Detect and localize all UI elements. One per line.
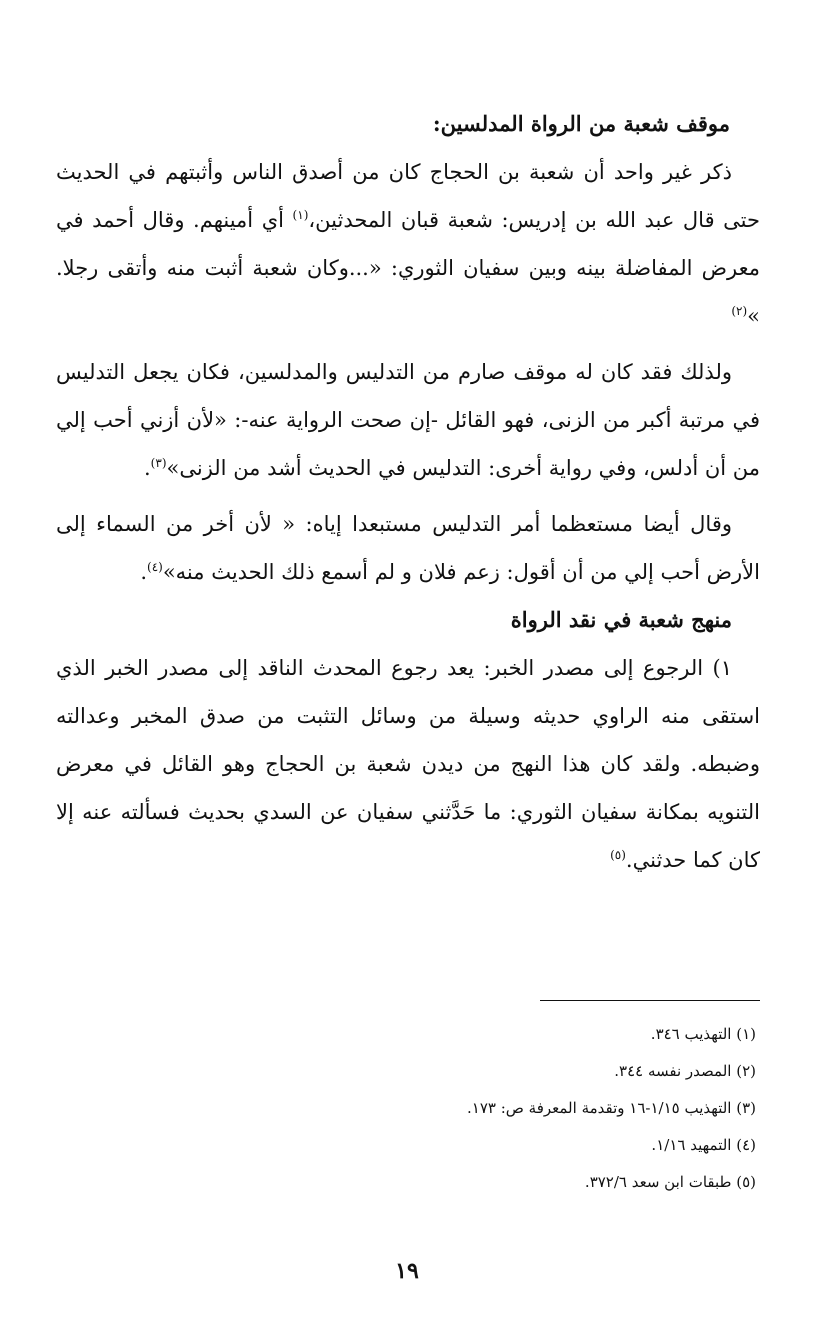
footnotes — [56, 1016, 756, 1201]
footnote-4: (٤) التمهيد ١/١٦. — [651, 1136, 756, 1154]
footnote-1: (١) التهذيب ٣٤٦. — [650, 1025, 756, 1043]
footnote-ref-1: (١) — [292, 208, 309, 222]
paragraph-2-end: . — [143, 456, 151, 480]
footnote-ref-5: (٥) — [610, 848, 626, 862]
paragraph-1-text-continued: أي أمينهم. وقال أحمد في معرض المفاضلة بينه وبين سفيان الثوري: «...وكان شعبة أثبت منه وأتقى رجلا. » — [56, 208, 760, 328]
footnote-2: (٢) المصدر نفسه ٣٤٤. — [614, 1062, 756, 1080]
footnote-3: (٣) التهذيب ١/١٥-١٦ وتقدمة المعرفة ص: ١٧٣. — [466, 1099, 756, 1117]
paragraph-4 — [56, 644, 760, 884]
paragraph-1-text: ذكر غير واحد أن شعبة بن الحجاج كان من أصدق الناس وأثبتهم في الحديث حتى قال عبد الله بن إدريس: شعبة قبان المحدثين، — [56, 160, 760, 232]
footnote-ref-3: (٣) — [150, 456, 167, 470]
section-heading-method: منهج شعبة في نقد الرواة — [510, 607, 732, 632]
footnote-ref-4: (٤) — [147, 560, 163, 574]
main-text — [56, 100, 760, 884]
paragraph-1 — [56, 148, 760, 340]
paragraph-4-text: ١) الرجوع إلى مصدر الخبر: يعد رجوع المحدث الناقد إلى مصدر الخبر الذي استقى منه الراوي حديثه وسيلة من وسائل التثبت من صدق المخبر وعدالته وضبطه. ولقد كان هذا النهج من ديدن شعبة بن الحجاج وهو القائل في معرض التنويه بمكانة سفيان الثوري: ما حَدَّثني سفيان عن السدي بحديث فسألته عنه إلا كان كما حدثني. — [56, 656, 760, 872]
footnote-ref-2: (٢) — [731, 304, 748, 318]
footnote-5: (٥) طبقات ابن سعد ٣٧٢/٦. — [584, 1173, 756, 1191]
paragraph-3 — [56, 500, 760, 596]
section-heading-mudallisin: موقف شعبة من الرواة المدلسين: — [432, 111, 730, 136]
footnote-separator — [540, 1000, 760, 1001]
page-number: ١٩ — [395, 1258, 419, 1284]
paragraph-3-end: . — [140, 560, 147, 584]
paragraph-2-text: ولذلك فقد كان له موقف صارم من التدليس والمدلسين، فكان يجعل التدليس في مرتبة أكبر من الزنى، فهو القائل -إن صحت الرواية عنه-: «لأن أزني أحب إلي من أن أدلس، وفي رواية أخرى: التدليس في الحديث أشد من الزنى» — [56, 360, 760, 480]
paragraph-2 — [56, 348, 760, 492]
paragraph-3-text: وقال أيضا مستعظما أمر التدليس مستبعدا إياه: « لأن أخر من السماء إلى الأرض أحب إلي من أن أقول: زعم فلان و لم أسمع ذلك الحديث منه» — [56, 512, 760, 584]
